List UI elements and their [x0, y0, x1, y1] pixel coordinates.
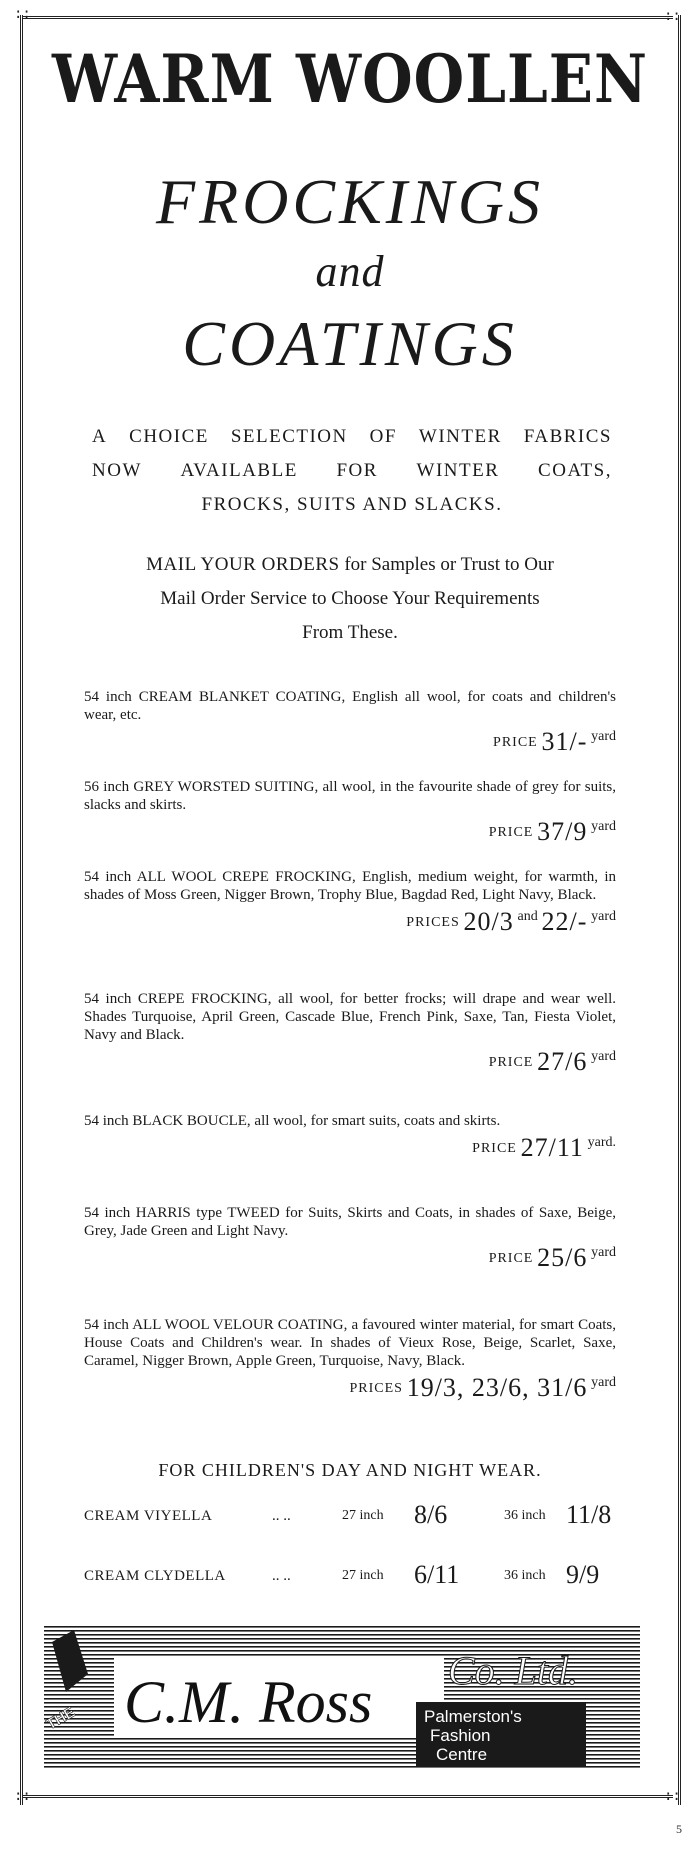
price-unit: yard — [591, 819, 616, 834]
leader-dots: .. .. — [272, 1568, 291, 1584]
intro-word: NOW — [92, 460, 142, 481]
item-lead: 54 inch HARRIS type TWEED — [84, 1205, 280, 1221]
mail-line-1 — [80, 548, 620, 582]
price-value: 25/6 — [537, 1243, 588, 1272]
logo-tagline-3: Centre — [436, 1745, 488, 1764]
fabric-name: CREAM CLYDELLA — [84, 1568, 226, 1584]
corner-mark-icon: :: — [664, 1788, 681, 1804]
item-description — [84, 868, 616, 904]
mail-order-text — [80, 548, 620, 650]
price-27: 8/6 — [414, 1500, 448, 1529]
item-lead: 56 inch GREY WORSTED SUITING, — [84, 779, 319, 795]
intro-word: FABRICS — [523, 426, 612, 447]
price-label: PRICE — [493, 735, 538, 750]
intro-line-3: FROCKS, SUITS AND SLACKS. — [201, 494, 503, 515]
price-value: 31/- — [541, 727, 588, 756]
logo-the: THE — [44, 1703, 78, 1734]
price-value: 19/3, 23/6, 31/6 — [406, 1373, 588, 1402]
logo-tagline-1: Palmerston's — [424, 1707, 522, 1726]
price-unit: yard — [591, 1049, 616, 1064]
price-unit: yard — [591, 1245, 616, 1260]
intro-word: CHOICE — [129, 426, 209, 447]
logo-name: C.M. Ross — [124, 1669, 373, 1735]
bottom-rule — [22, 1795, 673, 1798]
fabric-item — [84, 1112, 616, 1162]
item-desc: for Suits, Skirts and Coats, in shades of Saxe, Beige, Grey, Jade Green and Light Navy. — [84, 1205, 617, 1239]
price-row — [84, 817, 616, 846]
price-row — [84, 727, 616, 756]
corner-mark-icon: :: — [664, 8, 681, 24]
price-row — [84, 1133, 616, 1162]
mail-line-2: Mail Order Service to Choose Your Requirements — [160, 588, 540, 609]
price-unit: yard — [591, 909, 616, 924]
size-27: 27 inch — [342, 1508, 384, 1523]
cm-ross-logo — [44, 1622, 640, 1772]
price-row — [84, 1243, 616, 1272]
price-value: 27/6 — [537, 1047, 588, 1076]
headline-frockings: FROCKINGS — [156, 166, 544, 237]
price-label: PRICE — [488, 1055, 534, 1070]
price-row — [84, 1373, 616, 1402]
price-36: 9/9 — [566, 1560, 600, 1589]
item-desc: all wool, for better frocks; will drape and wear well. Shades Turquoise, April Green, Cascade Blue, French Pink, Saxe, Tan, Fiesta Violet, Navy and Black. — [84, 991, 616, 1043]
fabric-item — [84, 868, 616, 936]
price-27: 6/11 — [414, 1560, 460, 1589]
mail-line-1-rest: for Samples or Trust to Our — [339, 554, 554, 575]
intro-word: AVAILABLE — [180, 460, 298, 481]
price-36: 11/8 — [566, 1500, 612, 1529]
fabric-item — [84, 1204, 617, 1272]
page-number: 5 — [676, 1822, 682, 1836]
intro-word: WINTER — [418, 426, 502, 447]
fabric-item — [84, 1316, 616, 1402]
price-row — [84, 907, 616, 936]
item-lead: 54 inch ALL WOOL VELOUR COATING, — [84, 1317, 348, 1333]
fabric-item — [84, 990, 616, 1076]
children-heading: FOR CHILDREN'S DAY AND NIGHT WEAR. — [158, 1460, 542, 1480]
logo-tagline-2: Fashion — [430, 1726, 491, 1745]
item-description — [84, 778, 616, 814]
headline-warm-woollen: WARM WOOLLEN — [52, 39, 648, 119]
price-value: 37/9 — [537, 817, 588, 846]
intro-word: WINTER — [416, 460, 500, 481]
item-lead: 54 inch ALL WOOL CREPE FROCKING, — [84, 869, 356, 885]
price-value-2: 22/- — [541, 907, 588, 936]
intro-word: A — [92, 426, 108, 447]
item-desc: all wool, for smart suits, coats and skirts. — [250, 1113, 501, 1129]
fabric-item — [84, 688, 617, 756]
intro-word: OF — [369, 426, 397, 447]
price-row — [84, 1047, 616, 1076]
item-description — [84, 1316, 616, 1370]
price-value: 27/11 — [520, 1133, 584, 1162]
leader-dots: .. .. — [272, 1508, 291, 1524]
price-unit: yard — [591, 729, 616, 744]
item-desc: a favoured winter material, for smart Coats, House Coats and Children's wear. In shades of Vieux Rose, Beige, Scarlet, Saxe, Caramel, Nigger Brown, Apple Green, Turquoise, Navy, Black. — [84, 1317, 616, 1369]
item-lead: 54 inch CREPE FROCKING, — [84, 991, 272, 1007]
price-label: PRICES — [349, 1381, 403, 1396]
item-description — [84, 990, 616, 1044]
price-label: PRICE — [488, 825, 534, 840]
headline-coatings: COATINGS — [182, 308, 518, 379]
intro-word: COATS, — [538, 460, 612, 481]
logo-co: Co. Ltd. — [448, 1648, 579, 1693]
intro-text — [92, 420, 612, 522]
intro-line-1 — [92, 420, 612, 454]
price-label: PRICE — [488, 1251, 534, 1266]
fabric-name: CREAM VIYELLA — [84, 1508, 213, 1524]
mail-line-3: From These. — [302, 622, 398, 643]
price-label: PRICE — [472, 1141, 517, 1156]
price-unit: yard. — [587, 1135, 616, 1150]
item-desc: English all wool, for coats and children's wear, etc. — [84, 689, 617, 723]
size-27: 27 inch — [342, 1568, 384, 1583]
item-desc: English, medium weight, for warmth, in shades of Moss Green, Nigger Brown, Trophy Blue, Bagdad Red, Light Navy, Black. — [84, 869, 616, 903]
intro-word: SELECTION — [230, 426, 348, 447]
item-description — [84, 688, 616, 724]
corner-mark-icon: :: — [14, 6, 31, 22]
price-label: PRICES — [406, 915, 460, 930]
item-lead: 54 inch CREAM BLANKET COATING, — [84, 689, 346, 705]
headline-and: and — [315, 247, 385, 296]
price-value: 20/3 — [463, 907, 514, 936]
mail-caps: MAIL YOUR ORDERS — [146, 554, 340, 575]
price-unit: yard — [591, 1375, 616, 1390]
size-36: 36 inch — [504, 1568, 546, 1583]
item-lead: 54 inch BLACK BOUCLE, — [84, 1113, 251, 1129]
price-and: and — [517, 909, 538, 924]
corner-mark-icon: :: — [14, 1788, 31, 1804]
intro-word: FOR — [336, 460, 378, 481]
size-36: 36 inch — [504, 1508, 546, 1523]
item-desc: all wool, in the favourite shade of grey for suits, slacks and skirts. — [84, 779, 616, 813]
item-description — [84, 1204, 616, 1240]
item-description — [84, 1112, 616, 1130]
intro-line-2 — [92, 454, 612, 488]
fabric-item — [84, 778, 616, 846]
